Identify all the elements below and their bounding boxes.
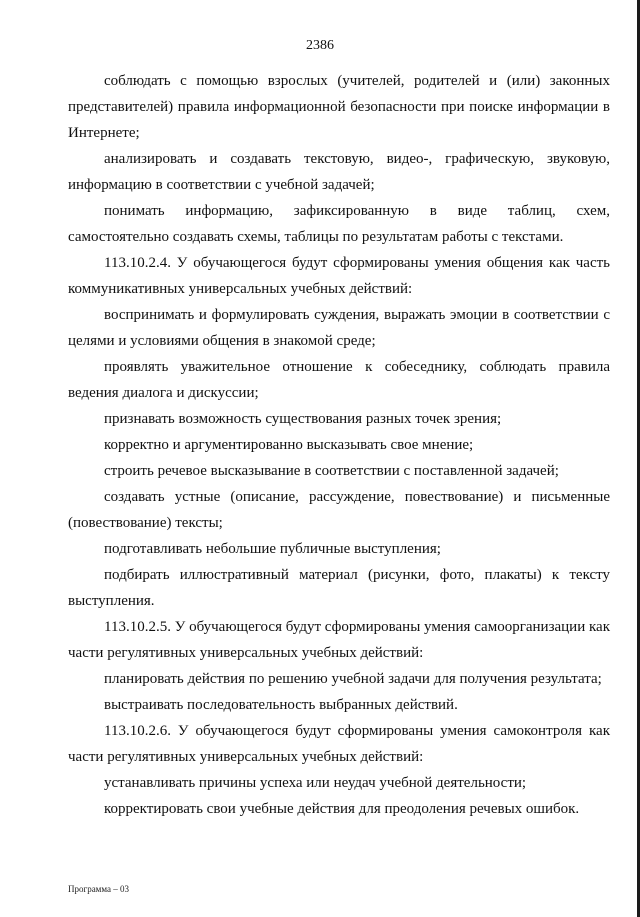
- paragraph-establish-causes: устанавливать причины успеха или неудач учебной деятельности;: [104, 775, 527, 791]
- paragraph-recognize-views: признавать возможность существования разных точек зрения;: [104, 411, 502, 427]
- paragraph-plan-actions: планировать действия по решению учебной задачи для получения результата;: [104, 671, 602, 687]
- paragraph-correct-actions: корректировать свои учебные действия для преодоления речевых ошибок.: [104, 801, 580, 817]
- document-body: [68, 68, 610, 822]
- paragraph-info-safety: соблюдать с помощью взрослых (учителей, родителей и (или) законных представителей) правила информационной безопасности при поиске информации в Интернете;: [68, 73, 610, 141]
- paragraph-sequence-actions: выстраивать последовательность выбранных действий.: [104, 697, 458, 713]
- paragraph-express-opinion: корректно и аргументированно высказывать свое мнение;: [104, 437, 474, 453]
- paragraph-create-texts: создавать устные (описание, рассуждение, повествование) и письменные (повествование) тексты;: [68, 489, 610, 531]
- section-heading-113-10-2-4: 113.10.2.4. У обучающегося будут сформированы умения общения как часть коммуникативных универсальных учебных действий:: [68, 255, 610, 297]
- paragraph-perceive-judgments: воспринимать и формулировать суждения, выражать эмоции в соответствии с целями и условиями общения в знакомой среде;: [68, 307, 610, 349]
- paragraph-build-statement: строить речевое высказывание в соответствии с поставленной задачей;: [104, 463, 559, 479]
- paragraph-analyze-create: анализировать и создавать текстовую, видео-, графическую, звуковую, информацию в соответствии с учебной задачей;: [68, 151, 610, 193]
- page-number: 2386: [306, 38, 334, 53]
- paragraph-respect-interlocutor: проявлять уважительное отношение к собеседнику, соблюдать правила ведения диалога и дискуссии;: [68, 359, 610, 401]
- section-heading-113-10-2-5: 113.10.2.5. У обучающегося будут сформированы умения самоорганизации как части регулятивных универсальных учебных действий:: [68, 619, 610, 661]
- paragraph-select-illustrations: подбирать иллюстративный материал (рисунки, фото, плакаты) к тексту выступления.: [68, 567, 610, 609]
- paragraph-understand-info: понимать информацию, зафиксированную в виде таблиц, схем, самостоятельно создавать схемы, таблицы по результатам работы с текстами.: [68, 203, 610, 245]
- section-heading-113-10-2-6: 113.10.2.6. У обучающегося будут сформированы умения самоконтроля как части регулятивных универсальных учебных действий:: [68, 723, 610, 765]
- paragraph-prepare-speeches: подготавливать небольшие публичные выступления;: [104, 541, 441, 557]
- page-footer: Программа – 03: [68, 884, 130, 894]
